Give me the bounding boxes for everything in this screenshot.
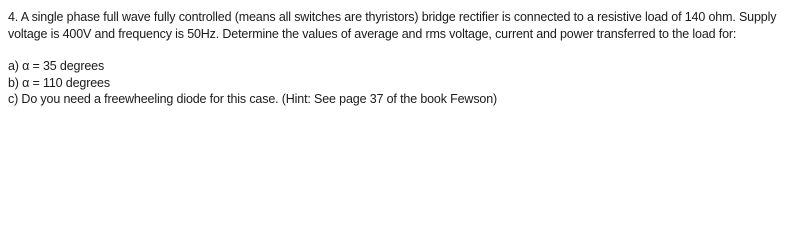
paragraph-spacer (8, 42, 778, 58)
question-part-b: b) α = 110 degrees (8, 75, 110, 90)
question-text-block (8, 9, 778, 108)
question-intro: 4. A single phase full wave fully controlled (means all switches are thyristors) bridge rectifier is connected to a resistive load of 140 ohm. Supply voltage is 400V and frequency is 50Hz. Determine the values of average and rms voltage, current and power transferred to the load for: (8, 10, 777, 41)
question-part-c: c) Do you need a freewheeling diode for this case. (Hint: See page 37 of the book Fewson) (8, 92, 498, 106)
question-part-a: a) α = 35 degrees (8, 59, 105, 73)
